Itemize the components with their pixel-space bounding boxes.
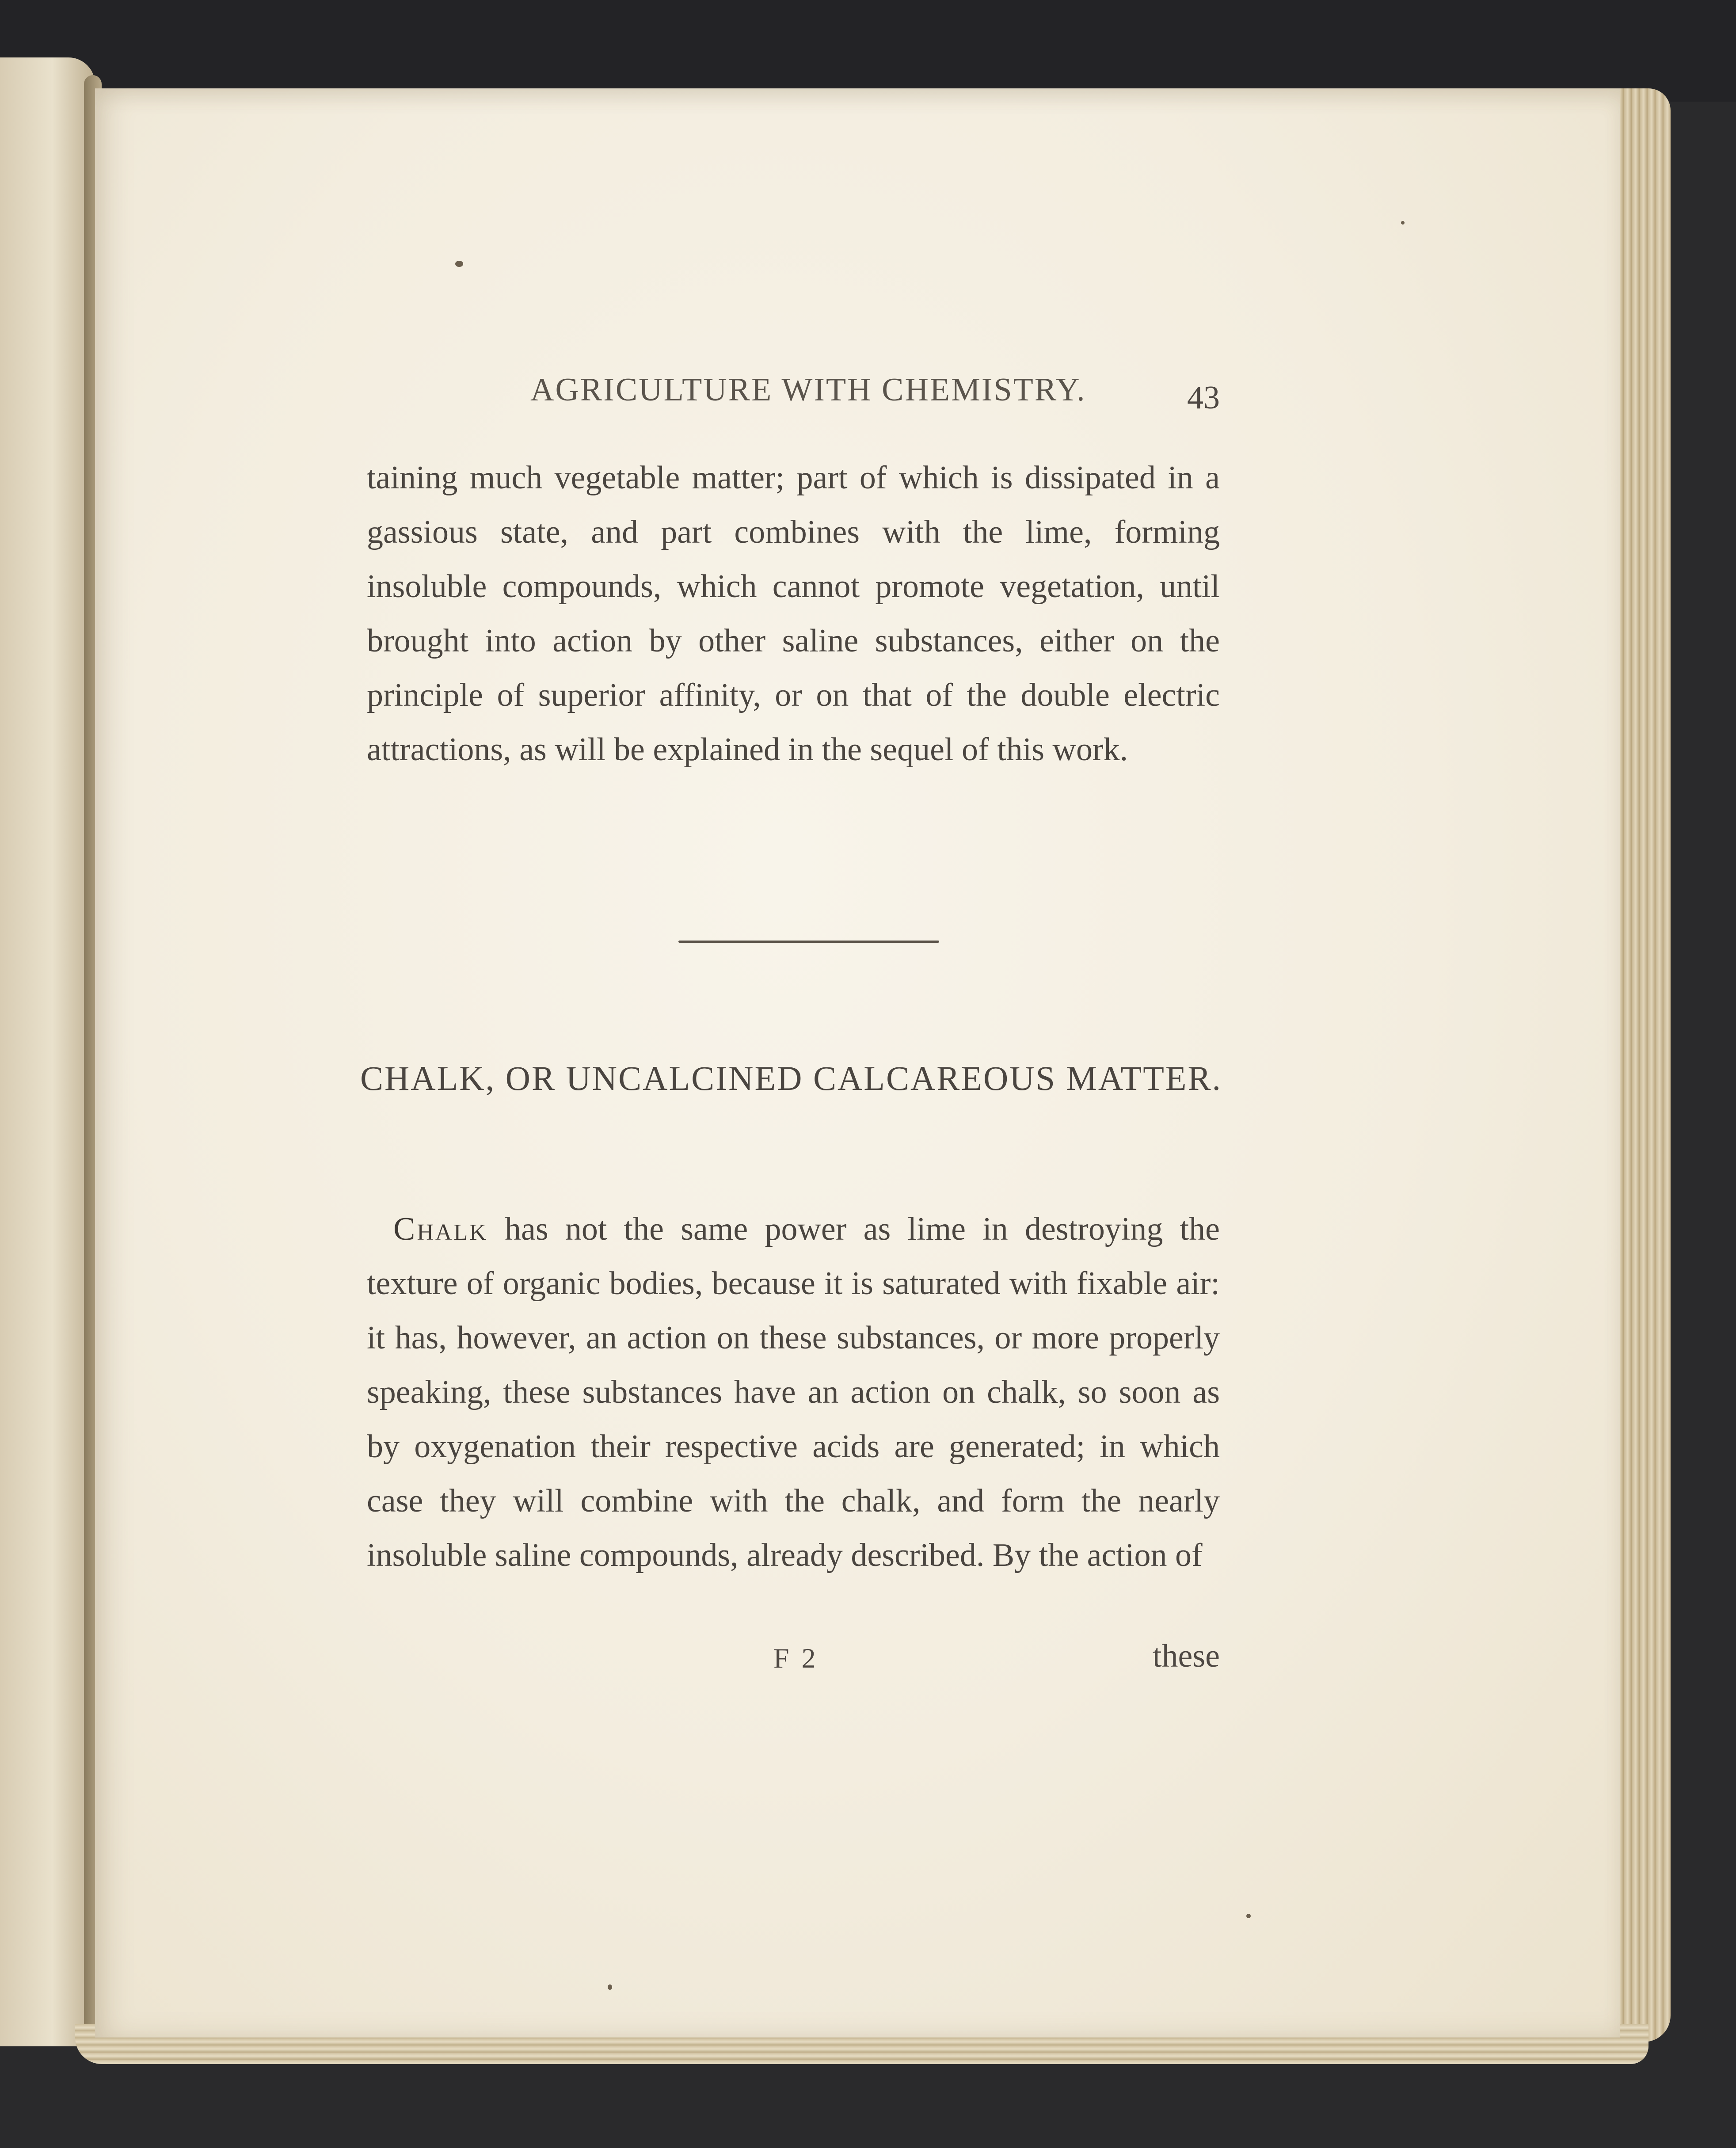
paragraph-lead-word: Chalk [393,1211,488,1247]
body-paragraph: taining much vegetable matter; part of which is dissipated in a gassious state, and part combines with the lime, forming insoluble compounds, which cannot promote vegetation, until brought into action by other saline substances, either on the principle of superior affinity, or on that of the double electric attractions, as will be explained in the sequel of this work. [367,460,1220,768]
section-divider-rule [678,941,939,943]
paragraph-text: has not the same power as lime in destroying the texture of organic bodies, because it is saturated with fixable air: it has, however, an action on these substances, or more properly speaking, these substances have an action on chalk, so soon as by oxygenation their respective acids are generated; in which case they will combine with the chalk, and form the nearly insoluble saline compounds, already described. By the action of [367,1211,1220,1573]
page-footer [367,1638,1220,1677]
ink-speck [1246,1914,1251,1918]
ink-speck [1401,221,1405,225]
page-number: 43 [1187,380,1220,416]
body-paragraph [367,1202,1220,1583]
ink-speck [455,261,463,267]
section-heading: CHALK, OR UNCALCINED CALCAREOUS MATTER. [360,1059,1222,1097]
facing-page-edge [0,57,95,2046]
signature-mark: F 2 [773,1642,819,1674]
catchword: these [1152,1638,1220,1674]
scanner-backdrop [0,0,1736,102]
running-title: AGRICULTURE WITH CHEMISTRY. [530,372,1086,408]
ink-speck [608,1984,612,1990]
page-header [367,371,1220,420]
